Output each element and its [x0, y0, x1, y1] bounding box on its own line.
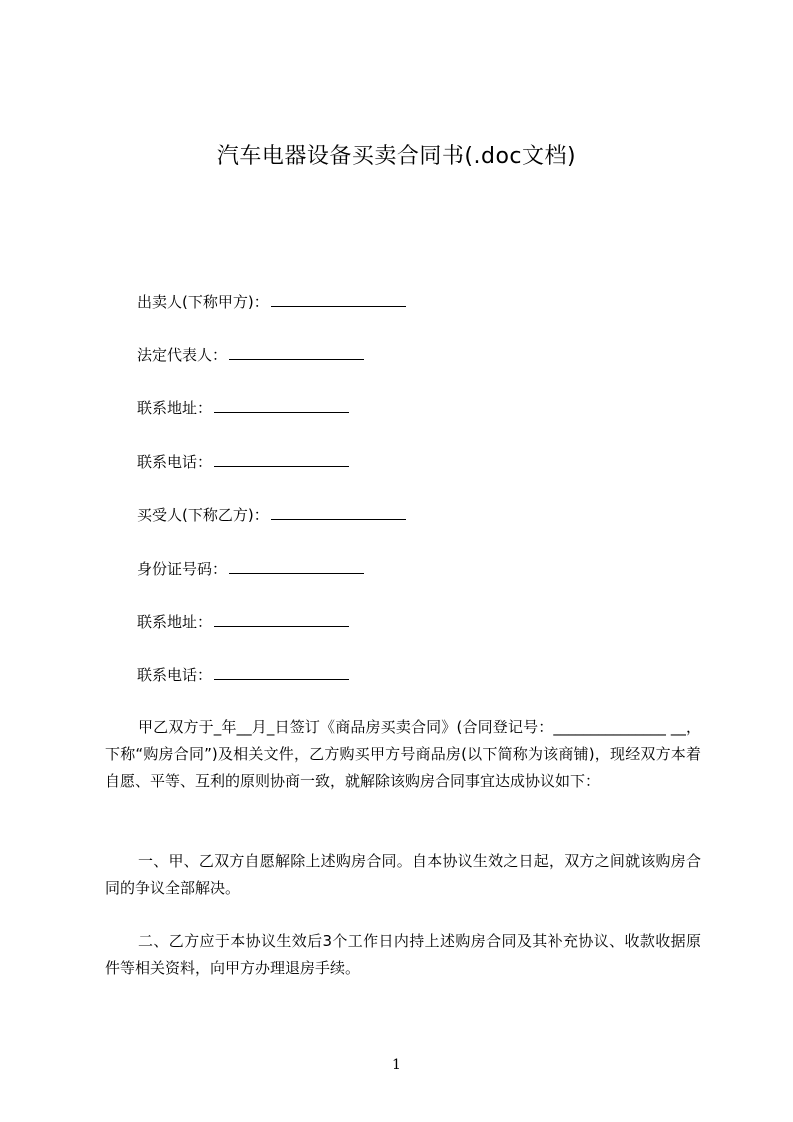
page-number: 1 — [392, 1057, 401, 1073]
paragraph-intro — [105, 714, 701, 795]
field-label-buyer: 买受人(下称乙方)： — [137, 506, 269, 524]
blank-line — [214, 452, 349, 467]
blank-line — [214, 398, 349, 413]
blank-line — [229, 559, 364, 574]
blank-line — [271, 292, 406, 307]
field-buyer — [137, 505, 406, 525]
field-label-seller: 出卖人(下称甲方)： — [137, 293, 269, 311]
field-label-id-number: 身份证号码： — [137, 560, 228, 578]
blank-line — [271, 505, 406, 520]
field-legal-representative — [137, 345, 364, 365]
blank-line — [229, 345, 364, 360]
field-id-number — [137, 559, 364, 579]
paragraph-clause-2 — [105, 928, 701, 982]
field-seller — [137, 292, 406, 312]
field-label-buyer-address: 联系地址： — [137, 613, 213, 631]
blank-line — [214, 612, 349, 627]
document-title: 汽车电器设备买卖合同书(.doc文档) — [216, 144, 577, 169]
field-label-seller-address: 联系地址： — [137, 399, 213, 417]
paragraph-clause-1-text: 一、甲、乙双方自愿解除上述购房合同。自本协议生效之日起，双方之间就该购房合同的争议全部解决。 — [105, 852, 701, 897]
field-seller-phone — [137, 452, 349, 472]
field-label-legal-representative: 法定代表人： — [137, 346, 228, 364]
field-buyer-phone — [137, 665, 349, 685]
paragraph-clause-2-text: 二、乙方应于本协议生效后3个工作日内持上述购房合同及其补充协议、收款收据原件等相关资料，向甲方办理退房手续。 — [105, 932, 701, 977]
field-buyer-address — [137, 612, 349, 632]
field-label-seller-phone: 联系电话： — [137, 453, 213, 471]
paragraph-clause-1 — [105, 848, 701, 902]
paragraph-intro-text: 甲乙双方于_年__月_日签订《商品房买卖合同》(合同登记号：_______________ __，下称“购房合同”)及相关文件，乙方购买甲方号商品房(以下简称为该商铺)，现经双方本着自愿、平等、互利的原则协商一致，就解除该购房合同事宜达成协议如下： — [105, 718, 701, 790]
field-seller-address — [137, 398, 349, 418]
blank-line — [214, 665, 349, 680]
field-label-buyer-phone: 联系电话： — [137, 666, 213, 684]
